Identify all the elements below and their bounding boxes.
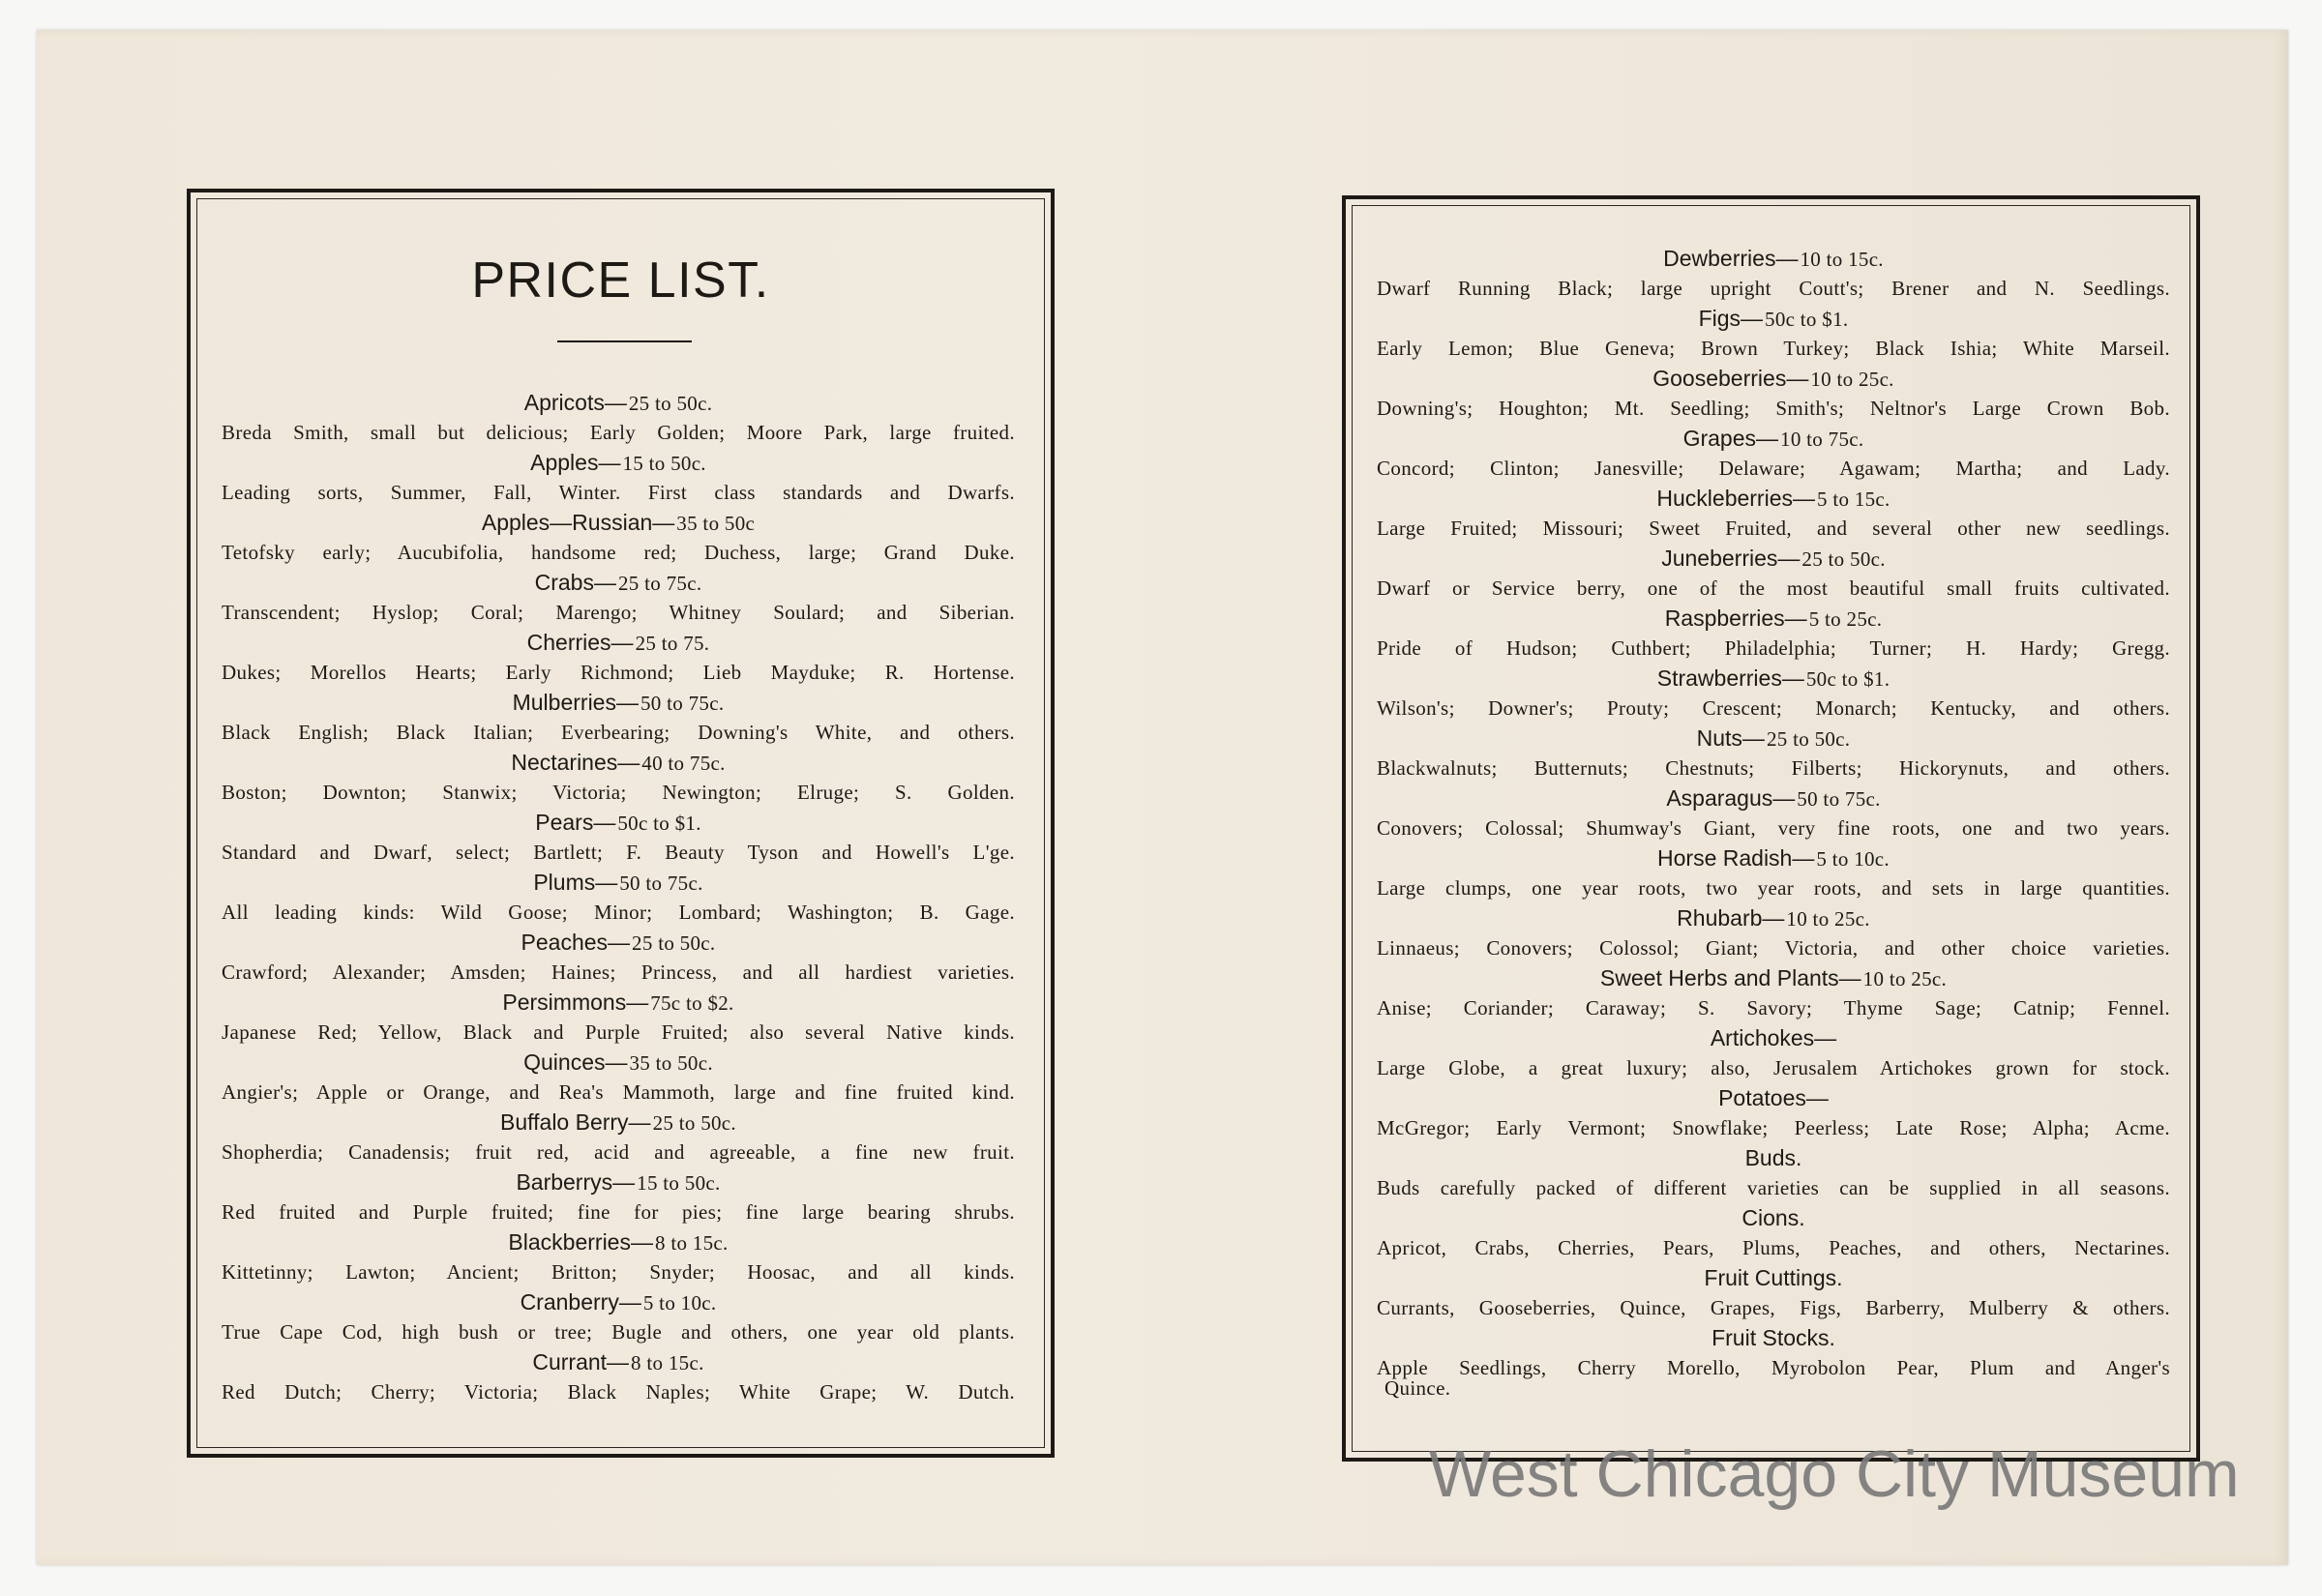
- entry-description: McGregor; Early Vermont; Snowflake; Peerless; Late Rose; Alpha; Acme.: [1377, 1116, 2170, 1139]
- entry-name: Sweet Herbs and Plants—: [1599, 965, 1861, 990]
- entry-price: 35 to 50c: [676, 512, 756, 535]
- price-entry: [222, 1347, 1015, 1407]
- price-entry: [222, 628, 1015, 688]
- entry-heading: [222, 568, 1015, 598]
- entry-price: 10 to 25c.: [1810, 368, 1894, 391]
- right-price-panel: [1342, 195, 2200, 1462]
- entry-price: 15 to 50c.: [637, 1171, 721, 1195]
- entry-heading: [1377, 1143, 2170, 1173]
- price-entry: [1377, 1143, 2170, 1203]
- entry-name: Grapes—: [1682, 426, 1779, 451]
- entry-description: Large Fruited; Missouri; Sweet Fruited, and several other new seedlings.: [1377, 517, 2170, 540]
- entry-description: Angier's; Apple or Orange, and Rea's Mammoth, large and fine fruited kind.: [222, 1080, 1015, 1104]
- entry-name: Pears—: [535, 810, 616, 835]
- entry-price: 5 to 10c.: [1816, 847, 1890, 871]
- entry-name: Horse Radish—: [1657, 845, 1815, 871]
- entry-heading: [1377, 304, 2170, 334]
- entry-name: Rhubarb—: [1677, 905, 1785, 931]
- price-entry: [222, 1108, 1015, 1167]
- entry-description: Pride of Hudson; Cuthbert; Philadelphia; Turner; H. Hardy; Gregg.: [1377, 636, 2170, 660]
- entry-description: Anise; Coriander; Caraway; S. Savory; Thyme Sage; Catnip; Fennel.: [1377, 996, 2170, 1020]
- entry-heading: [1377, 664, 2170, 694]
- entry-name: Plums—: [533, 870, 618, 895]
- price-entry: [222, 508, 1015, 568]
- entry-price: 25 to 50c.: [652, 1111, 736, 1135]
- entry-description: Standard and Dwarf, select; Bartlett; F. Beauty Tyson and Howell's L'ge.: [222, 841, 1015, 864]
- price-entry: [1377, 1083, 2170, 1143]
- price-entry: [222, 388, 1015, 448]
- entry-heading: [222, 508, 1015, 538]
- entry-price: 10 to 25c.: [1786, 907, 1870, 931]
- entry-price: 10 to 25c.: [1862, 967, 1948, 990]
- entry-description: Crawford; Alexander; Amsden; Haines; Princess, and all hardiest varieties.: [222, 961, 1015, 984]
- price-entry: [1377, 544, 2170, 604]
- price-entry: [222, 1167, 1015, 1227]
- price-entry: [1377, 604, 2170, 664]
- entry-price: 15 to 50c.: [622, 452, 706, 475]
- right-entry-list: [1377, 244, 2170, 1400]
- entry-name: Dewberries—: [1663, 246, 1799, 271]
- entry-description: Dwarf or Service berry, one of the most beautiful small fruits cultivated.: [1377, 576, 2170, 600]
- entry-description: Buds carefully packed of different varieties can be supplied in all seasons.: [1377, 1176, 2170, 1199]
- price-entry: [222, 568, 1015, 628]
- price-entry: [1377, 364, 2170, 424]
- entry-heading: [222, 1347, 1015, 1377]
- price-entry: [1377, 1263, 2170, 1323]
- entry-price: 25 to 50c.: [1766, 727, 1851, 751]
- entry-description: Large clumps, one year roots, two year roots, and sets in large quantities.: [1377, 876, 2170, 900]
- entry-heading: [1377, 244, 2170, 274]
- price-entry: [222, 988, 1015, 1048]
- entry-description: Dukes; Morellos Hearts; Early Richmond; Lieb Mayduke; R. Hortense.: [222, 661, 1015, 684]
- entry-name: Nectarines—: [511, 750, 640, 775]
- entry-name: Barberrys—: [516, 1169, 636, 1195]
- entry-name: Figs—: [1698, 306, 1764, 331]
- entry-heading: [222, 808, 1015, 838]
- entry-description: Currants, Gooseberries, Quince, Grapes, Figs, Barberry, Mulberry & others.: [1377, 1296, 2170, 1319]
- entry-price: 8 to 15c.: [631, 1351, 704, 1374]
- entry-heading: [1377, 903, 2170, 933]
- entry-description: Boston; Downton; Stanwix; Victoria; Newington; Elruge; S. Golden.: [222, 781, 1015, 804]
- entry-description: Transcendent; Hyslop; Coral; Marengo; Whitney Soulard; and Siberian.: [222, 601, 1015, 624]
- price-entry: [222, 808, 1015, 868]
- entry-price: 50c to $1.: [1805, 667, 1890, 691]
- entry-name: Juneberries—: [1661, 546, 1801, 571]
- entry-name: Crabs—: [534, 570, 616, 595]
- price-entry: [1377, 783, 2170, 843]
- entry-heading: [1377, 604, 2170, 634]
- entry-heading: [1377, 1203, 2170, 1233]
- price-entry: [222, 868, 1015, 928]
- entry-heading: [222, 928, 1015, 958]
- entry-name: Nuts—: [1696, 725, 1765, 751]
- entry-name: Cherries—: [526, 630, 634, 655]
- entry-name: Persimmons—: [502, 990, 649, 1015]
- entry-price: 25 to 50c.: [632, 931, 716, 955]
- left-price-panel: [187, 189, 1055, 1458]
- entry-heading: [1377, 843, 2170, 873]
- entry-heading: [222, 1227, 1015, 1257]
- entry-heading: [1377, 424, 2170, 454]
- entry-description: Large Globe, a great luxury; also, Jerusalem Artichokes grown for stock.: [1377, 1056, 2170, 1079]
- entry-name: Huckleberries—: [1656, 486, 1815, 511]
- price-entry: [222, 448, 1015, 508]
- entry-heading: [222, 1108, 1015, 1138]
- entry-description: Wilson's; Downer's; Prouty; Crescent; Monarch; Kentucky, and others.: [1377, 696, 2170, 720]
- entry-price: 50c to $1.: [1765, 308, 1849, 331]
- entry-price: 5 to 25c.: [1808, 607, 1883, 631]
- price-entry: [1377, 903, 2170, 963]
- entry-description: Concord; Clinton; Janesville; Delaware; Agawam; Martha; and Lady.: [1377, 457, 2170, 480]
- entry-name: Buds.: [1744, 1145, 1802, 1170]
- price-entry: [1377, 244, 2170, 304]
- entry-price: 50 to 75c.: [640, 692, 725, 715]
- entry-heading: [222, 1167, 1015, 1197]
- entry-name: Gooseberries—: [1652, 366, 1809, 391]
- entry-description: Red Dutch; Cherry; Victoria; Black Naples; White Grape; W. Dutch.: [222, 1380, 1015, 1404]
- left-entry-list: [222, 388, 1015, 1407]
- price-entry: [222, 748, 1015, 808]
- entry-price: 25 to 50c.: [628, 392, 713, 415]
- entry-description: Dwarf Running Black; large upright Coutt's; Brener and N. Seedlings.: [1377, 277, 2170, 300]
- entry-price: 5 to 15c.: [1817, 488, 1890, 511]
- entry-name: Cranberry—: [520, 1289, 641, 1315]
- entry-description: Leading sorts, Summer, Fall, Winter. First class standards and Dwarfs.: [222, 481, 1015, 504]
- entry-description: Red fruited and Purple fruited; fine for pies; fine large bearing shrubs.: [222, 1200, 1015, 1224]
- entry-name: Potatoes—: [1718, 1085, 1829, 1110]
- entry-heading: [1377, 484, 2170, 514]
- entry-description: Japanese Red; Yellow, Black and Purple Fruited; also several Native kinds.: [222, 1020, 1015, 1044]
- entry-name: Apricots—: [523, 390, 627, 415]
- entry-price: 8 to 15c.: [654, 1231, 729, 1255]
- entry-price: 50 to 75c.: [619, 872, 703, 895]
- entry-heading: [1377, 783, 2170, 813]
- entry-description: Conovers; Colossal; Shumway's Giant, very fine roots, one and two years.: [1377, 816, 2170, 840]
- page-title: PRICE LIST.: [471, 252, 770, 309]
- entry-heading: [222, 868, 1015, 898]
- entry-heading: [1377, 544, 2170, 574]
- entry-description: Shopherdia; Canadensis; fruit red, acid and agreeable, a fine new fruit.: [222, 1140, 1015, 1164]
- price-entry: [222, 1227, 1015, 1287]
- entry-price: 25 to 50c.: [1801, 547, 1886, 571]
- entry-price: 25 to 75.: [635, 632, 710, 655]
- entry-name: Fruit Cuttings.: [1704, 1265, 1843, 1290]
- entry-price: 50c to $1.: [617, 812, 701, 835]
- entry-description: Black English; Black Italian; Everbearing; Downing's White, and others.: [222, 721, 1015, 744]
- entry-name: Asparagus—: [1666, 785, 1796, 811]
- entry-price: 25 to 75c.: [617, 572, 702, 595]
- entry-description: Linnaeus; Conovers; Colossol; Giant; Victoria, and other choice varieties.: [1377, 936, 2170, 960]
- entry-heading: [1377, 1263, 2170, 1293]
- entry-description: Downing's; Houghton; Mt. Seedling; Smith's; Neltnor's Large Crown Bob.: [1377, 397, 2170, 420]
- entry-description: Tetofsky early; Aucubifolia, handsome red; Duchess, large; Grand Duke.: [222, 541, 1015, 564]
- entry-heading: [1377, 963, 2170, 993]
- price-entry: [222, 928, 1015, 988]
- entry-heading: [1377, 1023, 2170, 1053]
- entry-price: 10 to 15c.: [1800, 248, 1884, 271]
- entry-heading: [222, 988, 1015, 1018]
- entry-price: 5 to 10c.: [642, 1291, 717, 1315]
- entry-description: Apple Seedlings, Cherry Morello, Myrobolon Pear, Plum and Anger's: [1377, 1356, 2170, 1379]
- entry-name: Raspberries—: [1664, 606, 1807, 631]
- title-rule: [557, 340, 692, 342]
- price-entry: [1377, 424, 2170, 484]
- price-entry: [1377, 304, 2170, 364]
- entry-description: Apricot, Crabs, Cherries, Pears, Plums, Peaches, and others, Nectarines.: [1377, 1236, 2170, 1259]
- entry-heading: [222, 1048, 1015, 1078]
- entry-heading: [1377, 1323, 2170, 1353]
- entry-description: Kittetinny; Lawton; Ancient; Britton; Snyder; Hoosac, and all kinds.: [222, 1260, 1015, 1284]
- entry-heading: [1377, 724, 2170, 754]
- entry-name: Peaches—: [521, 930, 631, 955]
- entry-name: Apples—: [530, 450, 621, 475]
- price-entry: [1377, 843, 2170, 903]
- entry-name: Fruit Stocks.: [1712, 1325, 1835, 1350]
- entry-price: 75c to $2.: [650, 991, 734, 1015]
- price-entry: [1377, 1323, 2170, 1400]
- price-entry: [1377, 1203, 2170, 1263]
- entry-description: All leading kinds: Wild Goose; Minor; Lombard; Washington; B. Gage.: [222, 901, 1015, 924]
- entry-heading: [1377, 364, 2170, 394]
- price-entry: [222, 1048, 1015, 1108]
- entry-heading: [222, 388, 1015, 418]
- entry-heading: [1377, 1083, 2170, 1113]
- entry-heading: [222, 688, 1015, 718]
- entry-name: Mulberries—: [512, 690, 639, 715]
- price-entry: [1377, 664, 2170, 724]
- entry-price: 50 to 75c.: [1797, 787, 1881, 811]
- entry-description: Early Lemon; Blue Geneva; Brown Turkey; Black Ishia; White Marseil.: [1377, 337, 2170, 360]
- museum-watermark: West Chicago City Museum: [1429, 1437, 2240, 1511]
- entry-description: True Cape Cod, high bush or tree; Bugle and others, one year old plants.: [222, 1320, 1015, 1344]
- entry-heading: [222, 448, 1015, 478]
- price-entry: [1377, 724, 2170, 783]
- paper-sheet: [37, 30, 2288, 1565]
- entry-name: Buffalo Berry—: [500, 1109, 651, 1135]
- entry-description: Blackwalnuts; Butternuts; Chestnuts; Filberts; Hickorynuts, and others.: [1377, 756, 2170, 780]
- entry-price: 40 to 75c.: [641, 752, 726, 775]
- entry-price: 35 to 50c.: [629, 1051, 713, 1075]
- price-entry: [222, 688, 1015, 748]
- entry-name: Strawberries—: [1656, 665, 1804, 691]
- price-entry: [1377, 1023, 2170, 1083]
- entry-heading: [222, 628, 1015, 658]
- entry-name: Cions.: [1742, 1205, 1805, 1230]
- entry-name: Artichokes—: [1710, 1025, 1837, 1050]
- entry-name: Blackberries—: [508, 1229, 653, 1255]
- price-entry: [1377, 963, 2170, 1023]
- entry-name: Quinces—: [523, 1049, 628, 1075]
- entry-name: Apples—Russian—: [481, 510, 675, 535]
- entry-description: Breda Smith, small but delicious; Early Golden; Moore Park, large fruited.: [222, 421, 1015, 444]
- entry-heading: [222, 748, 1015, 778]
- price-entry: [222, 1287, 1015, 1347]
- entry-name: Currant—: [532, 1349, 630, 1374]
- entry-heading: [222, 1287, 1015, 1317]
- price-entry: [1377, 484, 2170, 544]
- entry-price: 10 to 75c.: [1780, 428, 1864, 451]
- entry-description-continued: Quince.: [1384, 1376, 1451, 1400]
